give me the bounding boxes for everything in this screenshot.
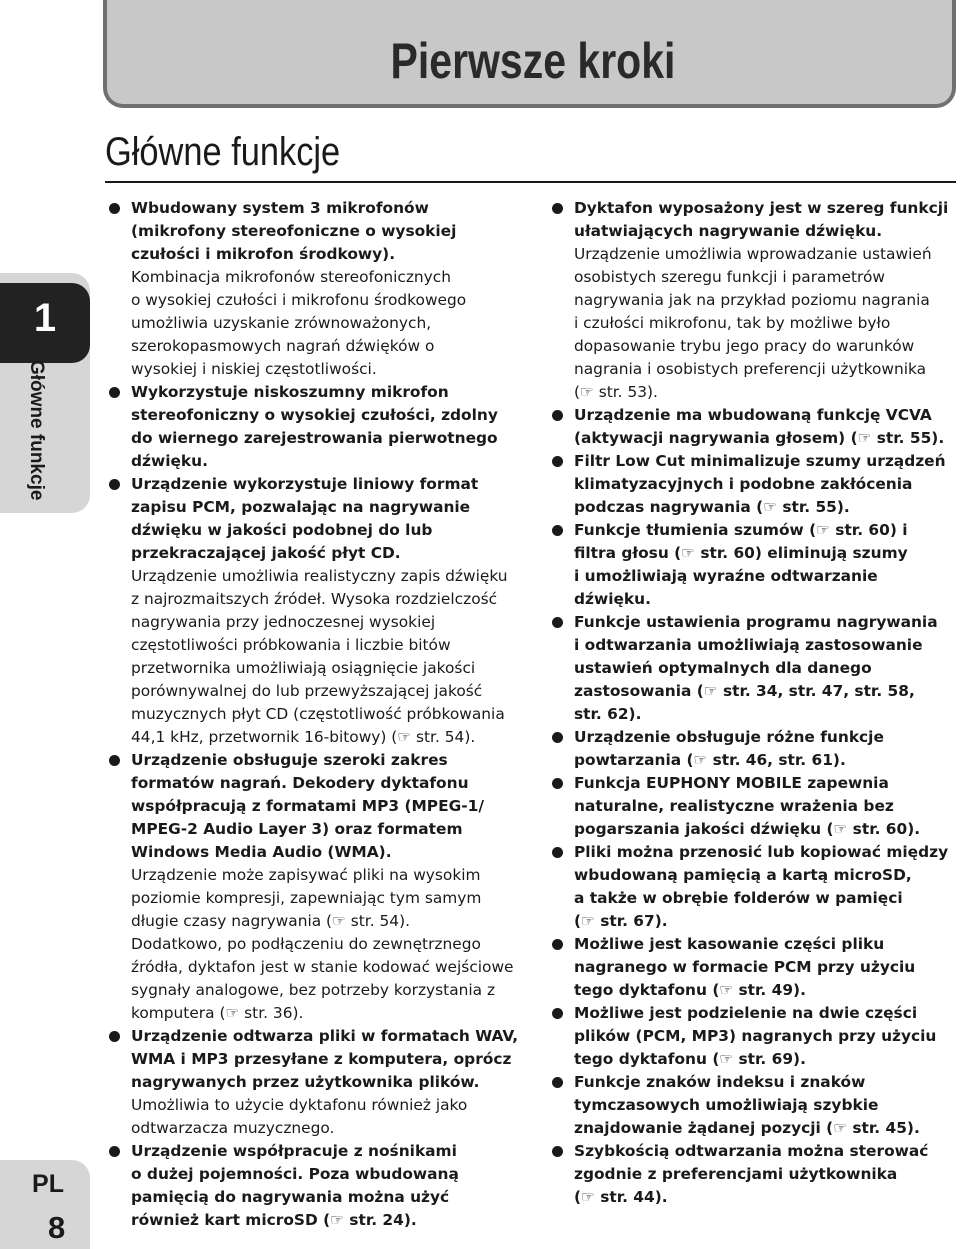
feature-heading-line: Urządzenie współpracuje z nośnikami	[131, 1142, 457, 1160]
feature-heading-line: Szybkością odtwarzania można sterować	[574, 1142, 929, 1160]
bullet-icon	[552, 1077, 563, 1088]
feature-description-line: długie czasy nagrywania (☞ str. 54).	[131, 912, 410, 930]
chapter-number: 1	[33, 296, 57, 340]
feature-heading-line: formatów nagrań. Dekodery dyktafonu	[131, 774, 469, 792]
feature-heading-line: pamięcią do nagrywania można użyć	[131, 1188, 450, 1206]
feature-heading-line: tymczasowych umożliwiają szybkie	[574, 1096, 879, 1114]
feature-heading-line: o dużej pojemności. Poza wbudowaną	[131, 1165, 459, 1183]
feature-description-line: odtwarzacza muzycznego.	[131, 1119, 335, 1137]
feature-heading-line: MPEG-2 Audio Layer 3) oraz formatem	[131, 820, 463, 838]
bullet-icon	[552, 1008, 563, 1019]
feature-description-line: Umożliwia to użycie dyktafonu również jako	[131, 1096, 468, 1114]
feature-heading-line: podczas nagrywania (☞ str. 55).	[574, 498, 850, 516]
feature-heading-line: klimatyzacyjnych i podobne zakłócenia	[574, 475, 913, 493]
feature-heading-line: Filtr Low Cut minimalizuje szumy urządzeń	[574, 452, 946, 470]
feature-description-line: Urządzenie może zapisywać pliki na wysokim	[131, 866, 481, 884]
feature-description-line: 44,1 kHz, przetwornik 16-bitowy) (☞ str. 54).	[131, 728, 476, 746]
feature-item	[109, 473, 507, 749]
feature-description-line: szerokopasmowych nagrań dźwięków o	[131, 337, 435, 355]
feature-heading-line: dźwięku.	[131, 452, 208, 470]
bullet-icon	[109, 755, 120, 766]
feature-heading-line: plików (PCM, MP3) nagranych przy użyciu	[574, 1027, 937, 1045]
feature-heading-line: Funkcje ustawienia programu nagrywania	[574, 613, 938, 631]
feature-description-line: częstotliwości próbkowania i liczbie bitów	[131, 636, 451, 654]
feature-description-line: (☞ str. 53).	[574, 383, 658, 401]
feature-item	[109, 1025, 519, 1140]
bullet-icon	[552, 732, 563, 743]
feature-heading-line: tego dyktafonu (☞ str. 69).	[574, 1050, 806, 1068]
feature-heading-line: Funkcja EUPHONY MOBILE zapewnia	[574, 774, 889, 792]
feature-heading-line: przekraczającej jakość płyt CD.	[131, 544, 401, 562]
bullet-icon	[552, 525, 563, 536]
feature-heading-line: (mikrofony stereofoniczne o wysokiej	[131, 222, 457, 240]
feature-heading-line: pogarszania jakości dźwięku (☞ str. 60).	[574, 820, 921, 838]
feature-heading-line: Wykorzystuje niskoszumny mikrofon	[131, 383, 449, 401]
feature-heading-line: współpracują z formatami MP3 (MPEG-1/	[131, 797, 484, 815]
feature-item	[552, 197, 950, 404]
feature-item	[552, 450, 950, 519]
feature-item	[109, 197, 507, 381]
feature-heading-line: Windows Media Audio (WMA).	[131, 843, 392, 861]
feature-item	[552, 1002, 950, 1071]
feature-item	[552, 772, 950, 841]
feature-description-line: nagrania i osobistych preferencji użytkownika	[574, 360, 927, 378]
feature-heading-line: Dyktafon wyposażony jest w szereg funkcji	[574, 199, 949, 217]
bullet-icon	[552, 847, 563, 858]
feature-heading-line: Wbudowany system 3 mikrofonów	[131, 199, 429, 217]
feature-heading-line: zapisu PCM, pozwalając na nagrywanie	[131, 498, 471, 516]
left-column	[109, 197, 519, 1232]
feature-description-line: wysokiej i niskiej częstotliwości.	[131, 360, 377, 378]
feature-heading-line: do wiernego zarejestrowania pierwotnego	[131, 429, 498, 447]
feature-heading-line: ustawień optymalnych dla danego	[574, 659, 872, 677]
feature-heading-line: (☞ str. 67).	[574, 912, 668, 930]
feature-item	[552, 841, 950, 933]
feature-description-line: komputera (☞ str. 36).	[131, 1004, 304, 1022]
feature-description-line: porównywalnej do lub przewyższającej jakość	[131, 682, 483, 700]
feature-heading-line: Możliwe jest kasowanie części pliku	[574, 935, 885, 953]
feature-item	[552, 519, 950, 611]
feature-heading-line: ułatwiających nagrywanie dźwięku.	[574, 222, 883, 240]
feature-heading-line: Funkcje znaków indeksu i znaków	[574, 1073, 866, 1091]
feature-item	[109, 1140, 507, 1232]
bullet-icon	[109, 479, 120, 490]
feature-description-line: Dodatkowo, po podłączeniu do zewnętrznego	[131, 935, 481, 953]
feature-description-line: sygnały analogowe, bez potrzeby korzystania z	[131, 981, 496, 999]
feature-description-line: przetwornika umożliwiają osiągnięcie jakości	[131, 659, 476, 677]
bullet-icon	[552, 456, 563, 467]
bullet-icon	[109, 1031, 120, 1042]
feature-description-line: umożliwia uzyskanie zrównoważonych,	[131, 314, 432, 332]
section-divider	[105, 181, 956, 183]
bullet-icon	[552, 939, 563, 950]
right-column	[552, 197, 950, 1209]
feature-item	[552, 1140, 950, 1209]
chapter-title: Pierwsze kroki	[390, 33, 675, 89]
feature-heading-line: Urządzenie obsługuje różne funkcje	[574, 728, 884, 746]
chapter-side-label: Główne funkcje	[26, 360, 47, 501]
page-number: 8	[48, 1210, 66, 1245]
section-title: Główne funkcje	[105, 130, 341, 174]
feature-description-line: źródła, dyktafon jest w stanie kodować wejściowe	[131, 958, 514, 976]
feature-heading-line: filtra głosu (☞ str. 60) eliminują szumy	[574, 544, 908, 562]
feature-description-line: muzycznych płyt CD (częstotliwość próbkowania	[131, 705, 505, 723]
feature-heading-line: i odtwarzania umożliwiają zastosowanie	[574, 636, 923, 654]
feature-heading-line: (☞ str. 44).	[574, 1188, 668, 1206]
feature-item	[552, 1071, 950, 1140]
feature-description-line: dopasowanie trybu jego pracy do warunków	[574, 337, 915, 355]
feature-heading-line: (aktywacji nagrywania głosem) (☞ str. 55).	[574, 429, 945, 447]
feature-description-line: osobistych szeregu funkcji i parametrów	[574, 268, 885, 286]
feature-heading-line: wbudowaną pamięcią a kartą microSD,	[574, 866, 912, 884]
feature-description-line: Kombinacja mikrofonów stereofonicznych	[131, 268, 451, 286]
bullet-icon	[552, 617, 563, 628]
feature-heading-line: zgodnie z preferencjami użytkownika	[574, 1165, 898, 1183]
bullet-icon	[109, 203, 120, 214]
feature-heading-line: Możliwe jest podzielenie na dwie części	[574, 1004, 918, 1022]
feature-heading-line: Pliki można przenosić lub kopiować między	[574, 843, 949, 861]
feature-description-line: i czułości mikrofonu, tak by możliwe było	[574, 314, 891, 332]
bullet-icon	[552, 778, 563, 789]
feature-heading-line: i umożliwiają wyraźne odtwarzanie	[574, 567, 878, 585]
feature-heading-line: tego dyktafonu (☞ str. 49).	[574, 981, 806, 999]
feature-description-line: nagrywania przy jednoczesnej wysokiej	[131, 613, 436, 631]
feature-heading-line: Urządzenie ma wbudowaną funkcję VCVA	[574, 406, 932, 424]
feature-description-line: poziomie kompresji, zapewniając tym samym	[131, 889, 482, 907]
bullet-icon	[109, 387, 120, 398]
feature-description-line: o wysokiej czułości i mikrofonu środkowego	[131, 291, 467, 309]
feature-heading-line: dźwięku w jakości podobnej do lub	[131, 521, 433, 539]
feature-heading-line: powtarzania (☞ str. 46, str. 61).	[574, 751, 846, 769]
feature-description-line: z najrozmaitszych źródeł. Wysoka rozdzielczość	[131, 590, 498, 608]
feature-description-line: nagrywania jak na przykład poziomu nagrania	[574, 291, 930, 309]
feature-item	[552, 404, 950, 450]
feature-heading-line: Funkcje tłumienia szumów (☞ str. 60) i	[574, 521, 908, 539]
feature-heading-line: stereofoniczny o wysokiej czułości, zdolny	[131, 406, 498, 424]
feature-item	[552, 726, 950, 772]
feature-heading-line: zastosowania (☞ str. 34, str. 47, str. 58,	[574, 682, 915, 700]
feature-heading-line: nagranego w formacie PCM przy użyciu	[574, 958, 916, 976]
feature-item	[552, 611, 950, 726]
feature-heading-line: naturalne, realistyczne wrażenia bez	[574, 797, 894, 815]
bullet-icon	[552, 203, 563, 214]
feature-heading-line: znajdowanie żądanej pozycji (☞ str. 45).	[574, 1119, 920, 1137]
feature-item	[552, 933, 950, 1002]
feature-heading-line: Urządzenie obsługuje szeroki zakres	[131, 751, 448, 769]
feature-heading-line: czułości i mikrofon środkowy).	[131, 245, 396, 263]
bullet-icon	[552, 1146, 563, 1157]
feature-heading-line: Urządzenie wykorzystuje liniowy format	[131, 475, 479, 493]
bullet-icon	[552, 410, 563, 421]
feature-heading-line: również kart microSD (☞ str. 24).	[131, 1211, 417, 1229]
feature-heading-line: nagrywanych przez użytkownika plików.	[131, 1073, 480, 1091]
feature-heading-line: a także w obrębie folderów w pamięci	[574, 889, 903, 907]
feature-heading-line: str. 62).	[574, 705, 642, 723]
feature-heading-line: dźwięku.	[574, 590, 651, 608]
language-label: PL	[32, 1170, 64, 1198]
feature-heading-line: Urządzenie odtwarza pliki w formatach WAV,	[131, 1027, 519, 1045]
bullet-icon	[109, 1146, 120, 1157]
feature-item	[109, 749, 514, 1025]
feature-description-line: Urządzenie umożliwia realistyczny zapis dźwięku	[131, 567, 508, 585]
feature-item	[109, 381, 507, 473]
feature-description-line: Urządzenie umożliwia wprowadzanie ustawień	[574, 245, 932, 263]
feature-heading-line: WMA i MP3 przesyłane z komputera, oprócz	[131, 1050, 512, 1068]
